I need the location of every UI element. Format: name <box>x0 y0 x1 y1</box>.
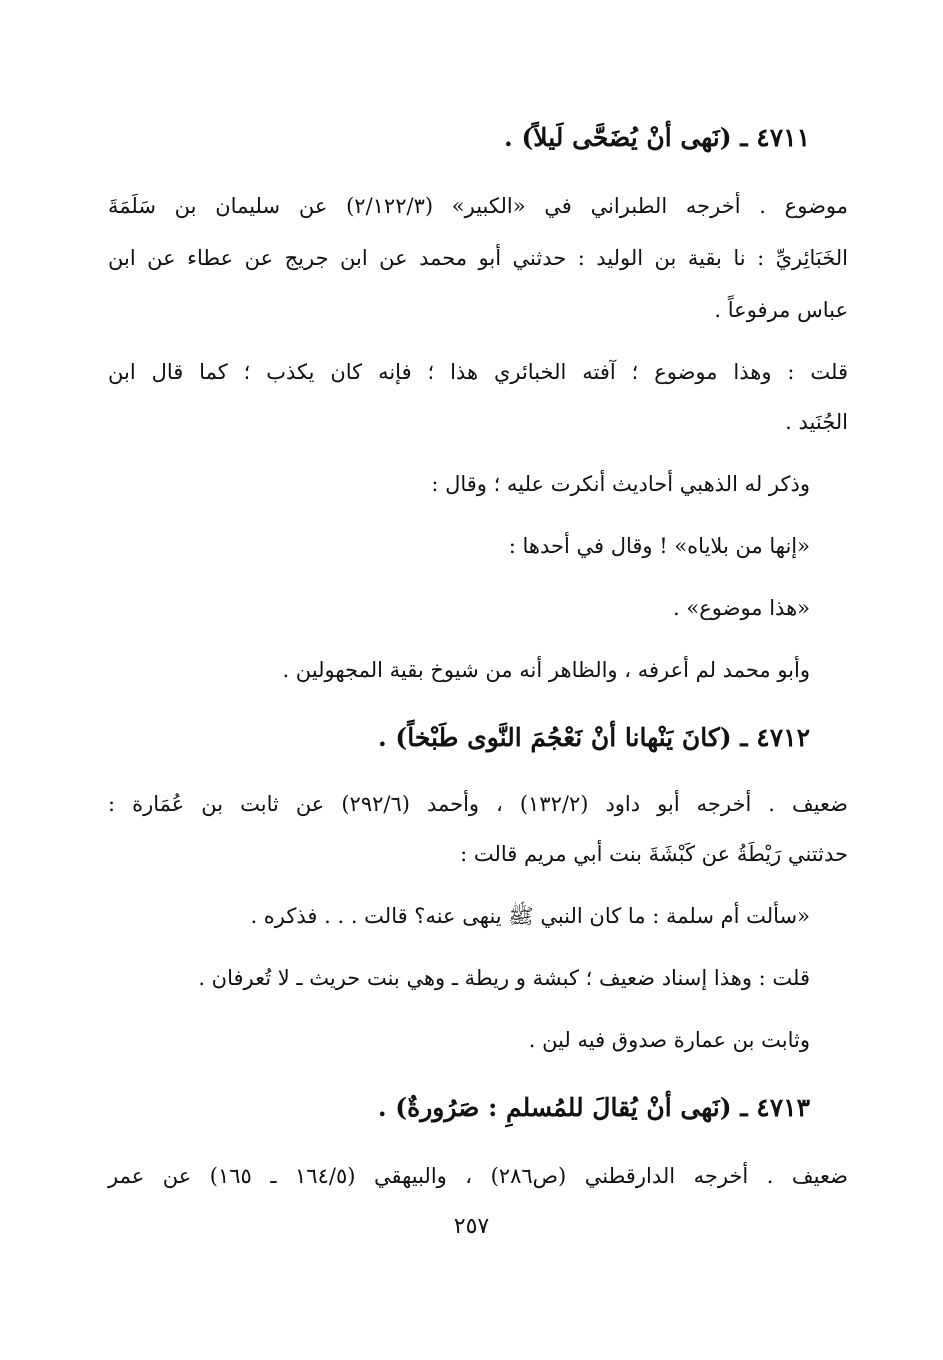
entry-heading-4713: ٤٧١٣ ـ (نَهى أنْ يُقالَ للمُسلمِ : صَرُورةٌ) . <box>377 1093 810 1122</box>
entry-note-line: وذكر له الذهبي أحاديث أنكرت عليه ؛ وقال : <box>431 472 810 496</box>
document-page <box>108 0 848 1360</box>
page-number: ٢٥٧ <box>453 1214 490 1239</box>
entry-heading-4711: ٤٧١١ ـ (نَهى أنْ يُضَحَّى لَيلاً) . <box>504 123 810 152</box>
entry-note-line: «إنها من بلاياه» ! وقال في أحدها : <box>508 534 810 558</box>
entry-note-line: قلت : وهذا إسناد ضعيف ؛ كبشة و ريطة ـ وهي بنت حريث ـ لا تُعرفان . <box>198 966 810 990</box>
entry-note-line: الجُنَيد . <box>785 410 848 434</box>
entry-body-line: ضعيف . أخرجه الدارقطني (ص٢٨٦) ، والبيهقي (١٦٤/٥ ـ ١٦٥) عن عمر <box>108 1164 848 1188</box>
entry-note-line: «هذا موضوع» . <box>673 596 810 620</box>
entry-heading-4712: ٤٧١٢ ـ (كانَ يَنْهانا أنْ نَعْجُمَ النَّوى طَبْخاً) . <box>377 723 810 752</box>
entry-note-line: قلت : وهذا موضوع ؛ آفته الخبائري هذا ؛ فإنه كان يكذب ؛ كما قال ابن <box>108 360 848 384</box>
entry-body-line: حدثتني رَيْطَةُ عن كَبْشَةَ بنت أبي مريم قالت : <box>460 842 848 866</box>
entry-note-line: وأبو محمد لم أعرفه ، والظاهر أنه من شيوخ بقية المجهولين . <box>282 658 810 682</box>
entry-body-line: ضعيف . أخرجه أبو داود (١٣٢/٢) ، وأحمد (٢٩٢/٦) عن ثابت بن عُمَارة : <box>108 792 849 816</box>
entry-body-line: موضوع . أخرجه الطبراني في «الكبير» (٢/١٢٢/٣) عن سليمان بن سَلَمَةَ <box>108 194 848 218</box>
entry-body-line: الخَبَائِريِّ : نا بقية بن الوليد : حدثني أبو محمد عن ابن جريج عن عطاء عن ابن <box>108 246 848 270</box>
entry-note-line: «سألت أم سلمة : ما كان النبي ﷺ ينهى عنه؟ قالت . . . فذكره . <box>250 904 810 928</box>
entry-note-line: وثابت بن عمارة صدوق فيه لين . <box>528 1028 810 1052</box>
entry-body-line: عباس مرفوعاً . <box>714 298 848 322</box>
